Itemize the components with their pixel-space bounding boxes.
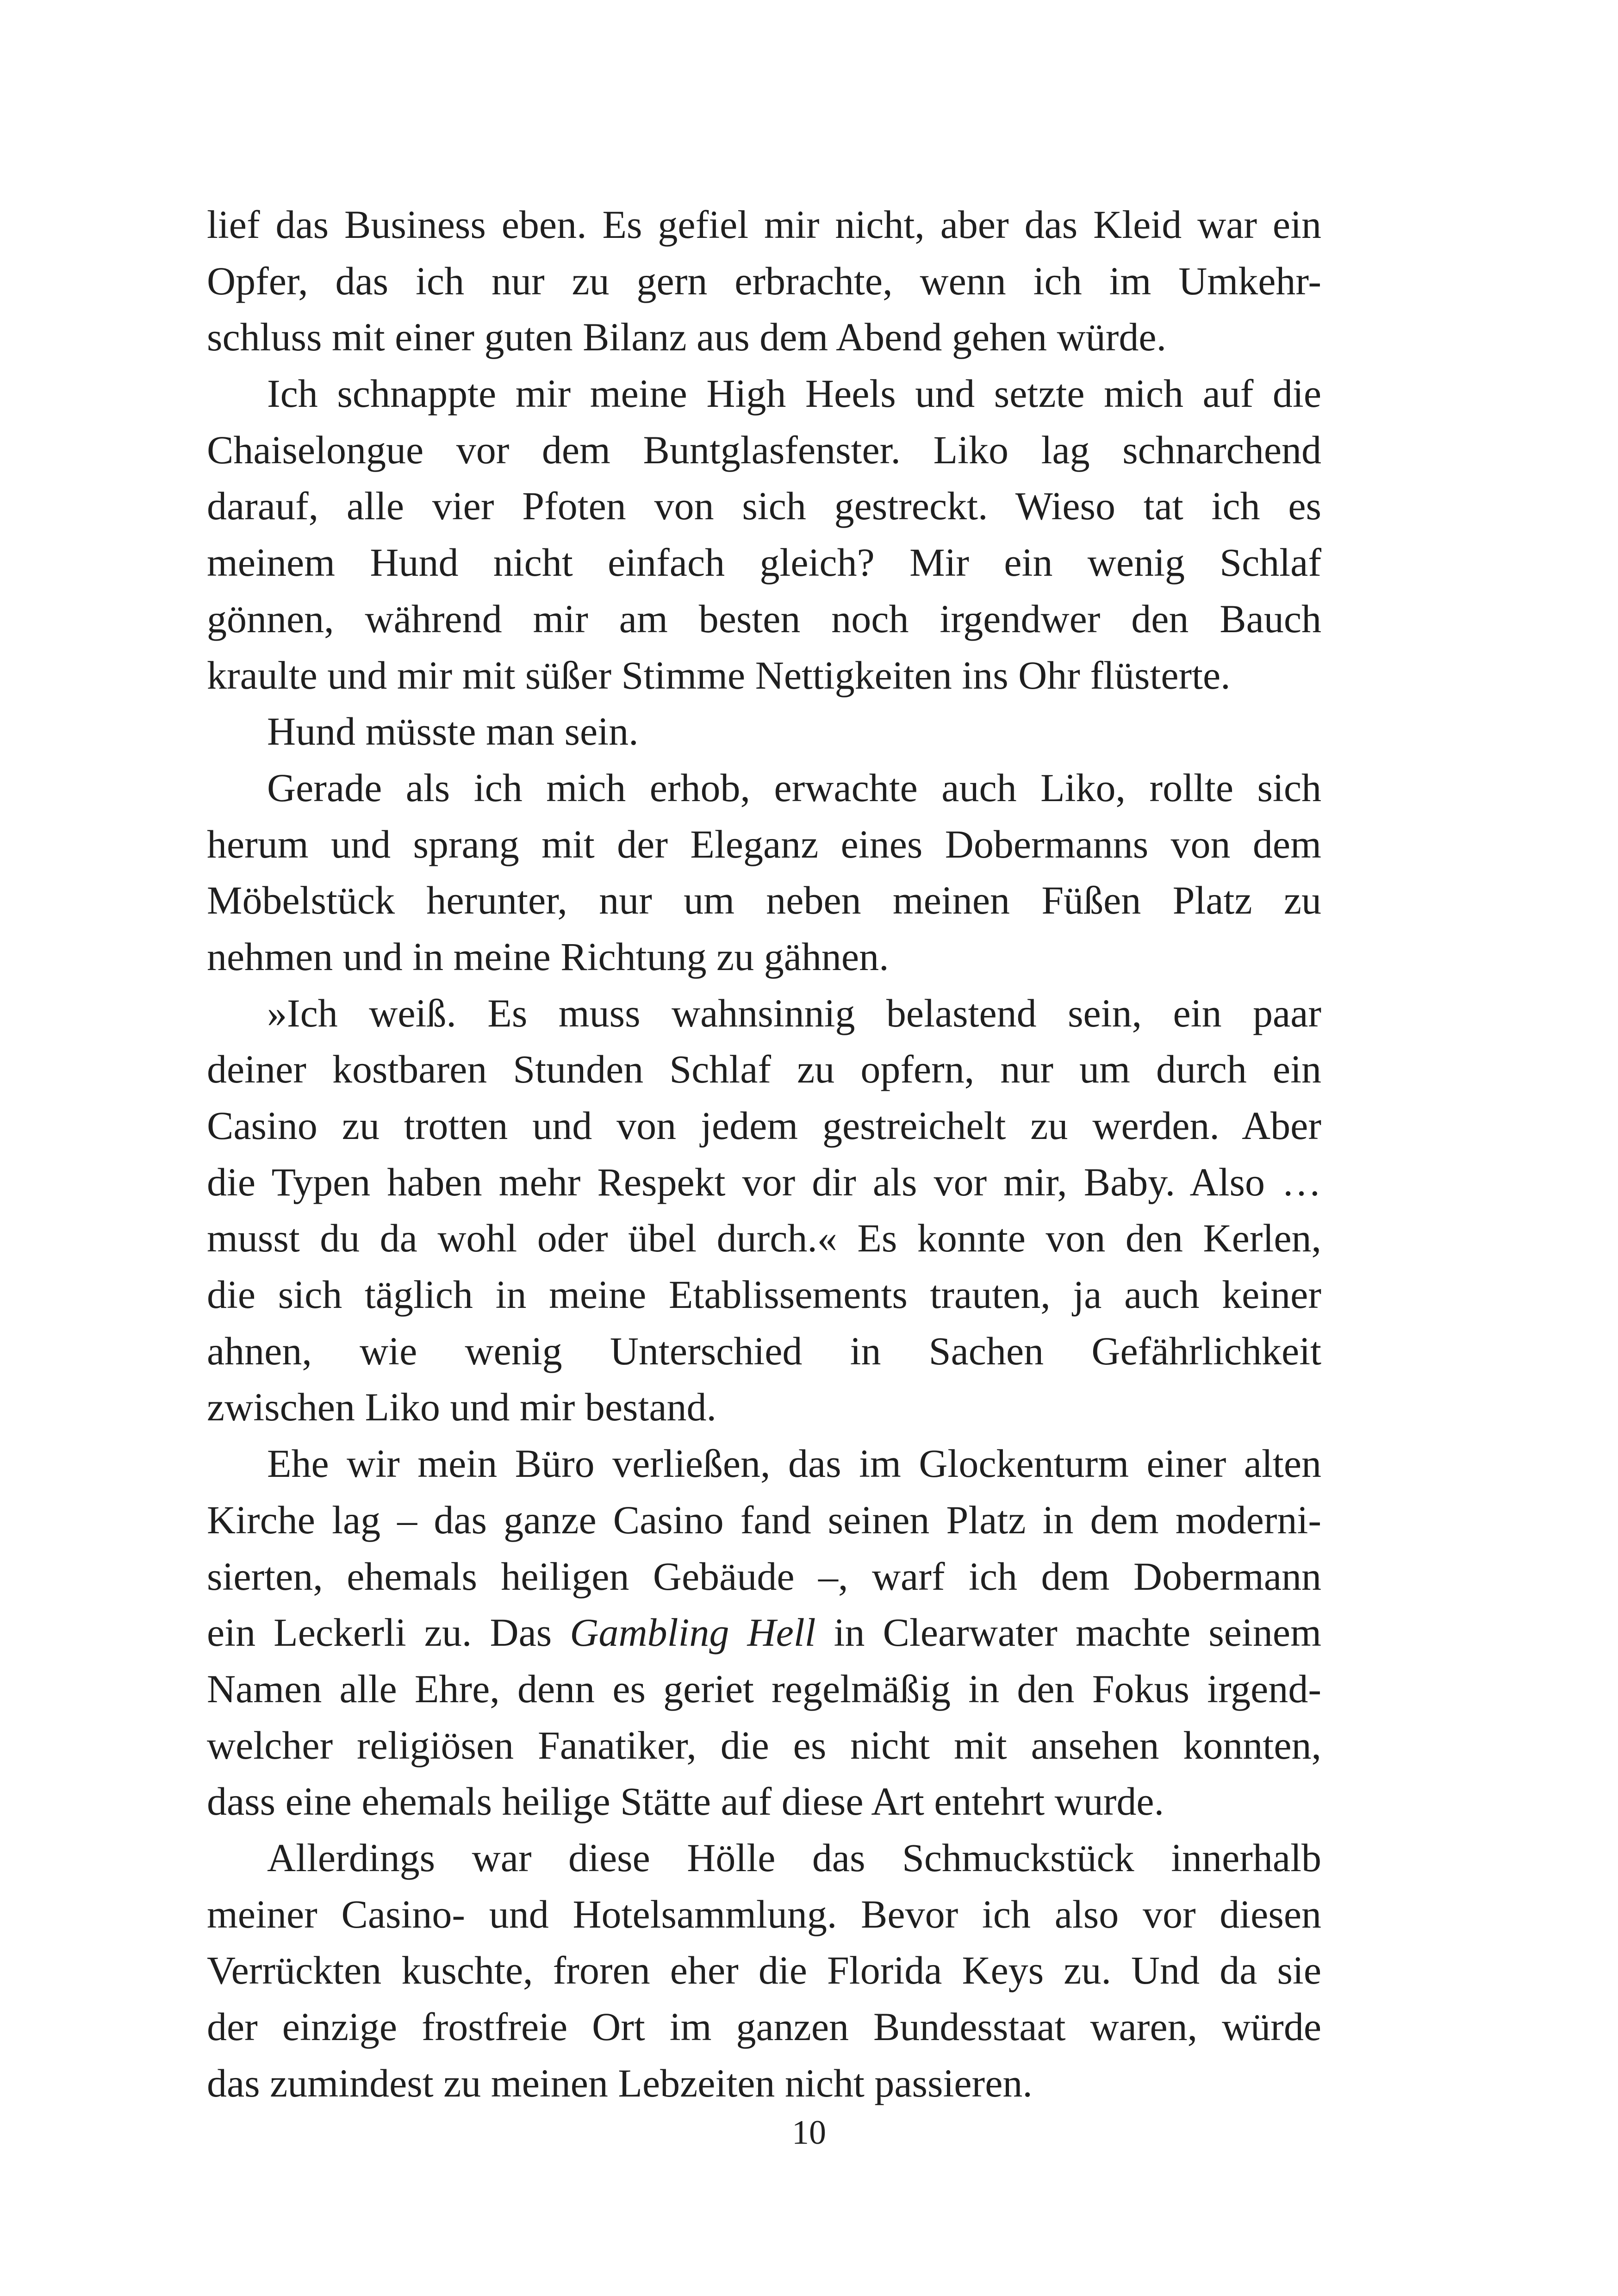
text-segment: in Clearwater machte seinem bbox=[815, 1610, 1321, 1655]
text-line: Casino zu trotten und von jedem gestreichelt zu werden. Aber bbox=[207, 1103, 1321, 1148]
text-line: gönnen, während mir am besten noch irgendwer den Bauch bbox=[207, 596, 1321, 641]
text-line: Möbelstück herunter, nur um neben meinen Füßen Platz zu bbox=[207, 878, 1321, 923]
paragraph-first-line: Allerdings war diese Hölle das Schmuckstück innerhalb bbox=[267, 1835, 1321, 1880]
text-line: sierten, ehemals heiligen Gebäude –, warf ich dem Dobermann bbox=[207, 1554, 1321, 1599]
text-line: Opfer, das ich nur zu gern erbrachte, wenn ich im Umkehr- bbox=[207, 258, 1321, 303]
text-line: nehmen und in meine Richtung zu gähnen. bbox=[207, 934, 889, 979]
text-line: Chaiselongue vor dem Buntglasfenster. Liko lag schnarchend bbox=[207, 427, 1321, 472]
text-line: kraulte und mir mit süßer Stimme Nettigkeiten ins Ohr flüsterte. bbox=[207, 653, 1231, 697]
text-segment: ein Leckerli zu. Das bbox=[207, 1610, 570, 1655]
paragraph-first-line: »Ich weiß. Es muss wahnsinnig belastend sein, ein paar bbox=[267, 990, 1321, 1035]
text-line: musst du da wohl oder übel durch.« Es konnte von den Kerlen, bbox=[207, 1216, 1321, 1261]
text-line: das zumindest zu meinen Lebzeiten nicht passieren. bbox=[207, 2060, 1033, 2105]
text-line: schluss mit einer guten Bilanz aus dem Abend gehen würde. bbox=[207, 315, 1167, 360]
text-line: meinem Hund nicht einfach gleich? Mir ein wenig Schlaf bbox=[207, 540, 1321, 585]
body-text bbox=[207, 197, 1321, 2111]
paragraph-first-line: Hund müsste man sein. bbox=[267, 709, 639, 754]
paragraph-first-line: Ehe wir mein Büro verließen, das im Glockenturm einer alten bbox=[267, 1441, 1321, 1486]
paragraph-first-line: Ich schnappte mir meine High Heels und setzte mich auf die bbox=[267, 371, 1321, 416]
text-line: Kirche lag – das ganze Casino fand seinen Platz in dem moderni- bbox=[207, 1497, 1321, 1542]
text-line: Namen alle Ehre, denn es geriet regelmäßig in den Fokus irgend- bbox=[207, 1666, 1321, 1711]
text-line: der einzige frostfreie Ort im ganzen Bundesstaat waren, würde bbox=[207, 2004, 1321, 2049]
text-line: welcher religiösen Fanatiker, die es nicht mit ansehen konnten, bbox=[207, 1723, 1321, 1767]
text-line: darauf, alle vier Pfoten von sich gestreckt. Wieso tat ich es bbox=[207, 484, 1321, 529]
text-line: meiner Casino- und Hotelsammlung. Bevor ich also vor diesen bbox=[207, 1892, 1321, 1936]
text-line: die sich täglich in meine Etablissements trauten, ja auch keiner bbox=[207, 1272, 1321, 1317]
text-line: lief das Business eben. Es gefiel mir nicht, aber das Kleid war ein bbox=[207, 202, 1321, 247]
paragraph-first-line: Gerade als ich mich erhob, erwachte auch Liko, rollte sich bbox=[267, 765, 1321, 810]
text-line: zwischen Liko und mir bestand. bbox=[207, 1385, 717, 1430]
page-number: 10 bbox=[792, 2114, 826, 2152]
text-line: herum und sprang mit der Eleganz eines Dobermanns von dem bbox=[207, 821, 1321, 866]
text-line: die Typen haben mehr Respekt vor dir als vor mir, Baby. Also … bbox=[207, 1159, 1321, 1204]
text-line: deiner kostbaren Stunden Schlaf zu opfern, nur um durch ein bbox=[207, 1047, 1321, 1092]
text-line: dass eine ehemals heilige Stätte auf diese Art entehrt wurde. bbox=[207, 1779, 1164, 1824]
text-line: Verrückten kuschte, froren eher die Florida Keys zu. Und da sie bbox=[207, 1948, 1321, 1993]
text-line: ahnen, wie wenig Unterschied in Sachen Gefährlichkeit bbox=[207, 1328, 1321, 1373]
text-line-with-italic bbox=[207, 1605, 1321, 1661]
italic-title: Gambling Hell bbox=[570, 1610, 816, 1655]
